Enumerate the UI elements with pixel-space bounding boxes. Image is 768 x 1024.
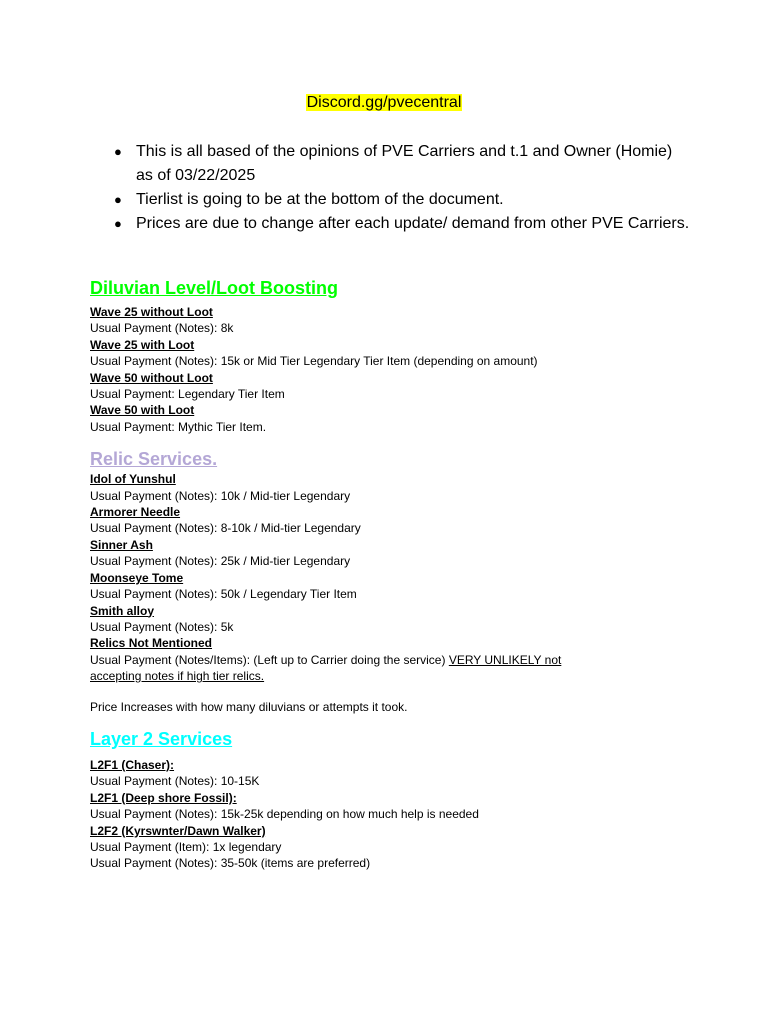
service-payment: Usual Payment (Notes): 35-50k (items are preferred) xyxy=(90,856,371,871)
bullet-icon: ● xyxy=(114,144,122,159)
service-payment: Usual Payment (Item): 1x legendary xyxy=(90,839,282,854)
intro-bullet xyxy=(112,140,692,188)
service-payment: Usual Payment (Notes): 50k / Legendary Tier Item xyxy=(90,587,357,602)
bullet-icon: ● xyxy=(114,192,122,207)
section-title-layer2: Layer 2 Services xyxy=(90,728,233,749)
service-name: Wave 25 with Loot xyxy=(90,337,195,352)
relic-section xyxy=(90,447,690,715)
service-name: Idol of Yunshul xyxy=(90,472,176,487)
service-payment: Usual Payment: Legendary Tier Item xyxy=(90,387,285,402)
service-name: Wave 50 without Loot xyxy=(90,370,213,385)
service-payment: Usual Payment (Notes): 10k / Mid-tier Legendary xyxy=(90,488,351,503)
service-name: L2F1 (Deep shore Fossil): xyxy=(90,790,237,805)
service-payment: Usual Payment (Notes): 8-10k / Mid-tier Legendary xyxy=(90,521,361,536)
section-title-diluvian: Diluvian Level/Loot Boosting xyxy=(90,278,339,298)
services-content xyxy=(90,276,690,872)
service-payment: Usual Payment: Mythic Tier Item. xyxy=(90,419,267,434)
service-name: Moonseye Tome xyxy=(90,570,184,585)
discord-link-line xyxy=(0,92,768,114)
bullet-text: Prices are due to change after each update/ demand from other PVE Carriers. xyxy=(136,215,690,232)
service-name: Smith alloy xyxy=(90,603,155,618)
service-name: L2F2 (Kyrswnter/Dawn Walker) xyxy=(90,823,266,838)
section-title-relic: Relic Services. xyxy=(90,449,218,470)
service-name: Wave 50 with Loot xyxy=(90,403,195,418)
layer2-section xyxy=(90,727,690,872)
price-footnote: Price Increases with how many diluvians or attempts it took. xyxy=(90,699,408,714)
bullet-text: Tierlist is going to be at the bottom of the document. xyxy=(136,191,504,208)
service-name: L2F1 (Chaser): xyxy=(90,757,175,772)
service-payment xyxy=(90,652,690,685)
diluvian-section xyxy=(90,276,690,435)
intro-bullet xyxy=(112,188,692,212)
service-payment: Usual Payment (Notes): 5k xyxy=(90,619,234,634)
service-name: Relics Not Mentioned xyxy=(90,636,213,651)
warning-text: VERY UNLIKELY not xyxy=(448,652,562,667)
bullet-icon: ● xyxy=(114,216,122,231)
service-payment: Usual Payment (Notes): 15k-25k depending on how much help is needed xyxy=(90,807,479,822)
service-name: Armorer Needle xyxy=(90,505,181,520)
service-name: Wave 25 without Loot xyxy=(90,305,213,319)
service-payment: Usual Payment (Notes): 15k or Mid Tier Legendary Tier Item (depending on amount) xyxy=(90,354,538,369)
service-payment: Usual Payment (Notes): 10-15K xyxy=(90,774,260,789)
bullet-text: This is all based of the opinions of PVE Carriers and t.1 and Owner (Homie) as of 03/22/2025 xyxy=(136,143,673,184)
intro-bullet xyxy=(112,212,692,236)
payment-text: Usual Payment (Notes/Items): (Left up to Carrier doing the service) xyxy=(90,652,449,667)
service-name: Sinner Ash xyxy=(90,537,153,552)
intro-bullet-list xyxy=(112,140,692,236)
discord-link[interactable]: Discord.gg/pvecentral xyxy=(306,94,462,111)
service-payment: Usual Payment (Notes): 8k xyxy=(90,321,234,336)
service-payment: Usual Payment (Notes): 25k / Mid-tier Legendary xyxy=(90,554,351,569)
warning-text: accepting notes if high tier relics. xyxy=(90,669,265,684)
